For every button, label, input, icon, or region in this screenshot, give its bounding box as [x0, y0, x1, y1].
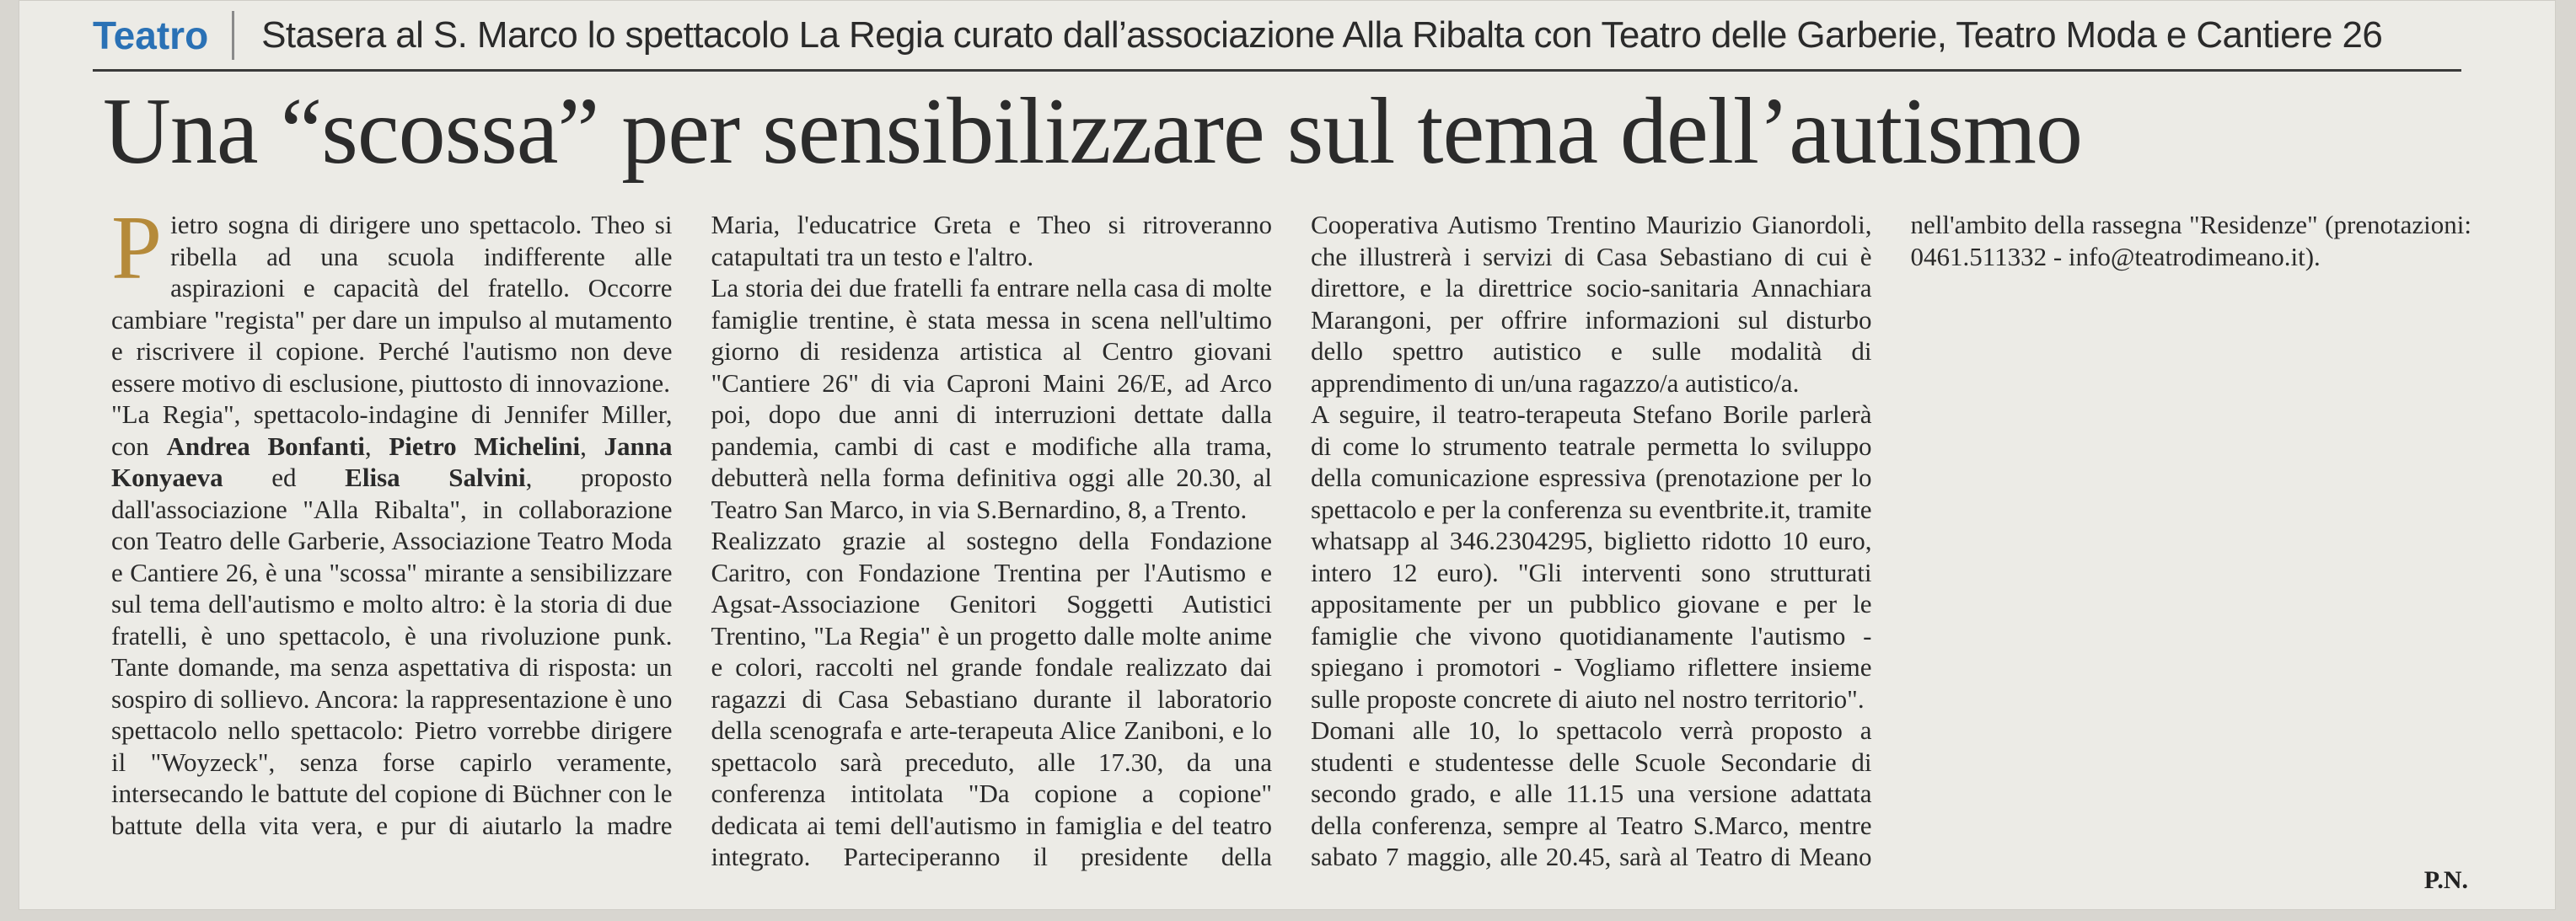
cast-name: Janna Konyaeva: [111, 431, 673, 492]
paragraph-4: Realizzato grazie al sostegno della Fondazione Caritro, con Fondazione Trentina per l'Autismo e Agsat-Associazione Genitori Soggetti Autistici Trentino, "La Regia" è un progetto dalle molte anime e colori, raccolti nel grande fondale realizzato dai ragazzi di Casa Sebastiano durante il laboratorio della scenografa e arte-terapeuta Alice Zaniboni, e lo spettacolo sarà preceduto, alle 17.30, da una conferenza intitolata "Da copione a copione" dedicata ai temi dell'autismo in famiglia e del teatro integrato. Parteciperanno il presidente della Cooperativa Autismo Trentino Maurizio Gianordoli, che illustrerà i servizi di Casa Sebastiano di cui è direttore, e la direttrice socio-sanitaria Annachiara Marangoni, per offrire informazioni sul disturbo dello spettro autistico e sulle modalità di apprendimento di un/una ragazzo/a autistico/a.: [711, 210, 1872, 871]
section-label: Teatro: [93, 11, 234, 60]
kicker-row: [93, 2, 2461, 69]
author-signature: P.N.: [2423, 866, 2468, 894]
paragraph-5: A seguire, il teatro-terapeuta Stefano Borile parlerà di come lo strumento teatrale permetta lo sviluppo della comunicazione espressiva (prenotazione per lo spettacolo e per la conferenza su eventbrite.it, tramite whatsapp al 346.2304295, biglietto ridotto 10 euro, intero 12 euro). "Gli interventi sono strutturati appositamente per un pubblico giovane e per le famiglie che vivono quotidianamente l'autismo - spiegano i promotori - Vogliamo riflettere insieme sulle proposte concrete di aiuto nel nostro territorio".: [1311, 399, 1872, 714]
cast-name: Andrea Bonfanti: [166, 431, 365, 461]
cast-name: Pietro Michelini: [389, 431, 581, 461]
paragraph-3: La storia dei due fratelli fa entrare nella casa di molte famiglie trentine, è stata messa in scena nell'ultimo giorno di residenza artistica al Centro giovani "Cantiere 26" di via Caproni Maini 26/E, ad Arco poi, dopo due anni di interruzioni dettate dalla pandemia, cambi di cast e modifiche alla trama, debutterà nella forma definitiva oggi alle 20.30, al Teatro San Marco, in via S.Bernardino, 8, a Trento.: [711, 273, 1272, 524]
cast-name: Elisa Salvini: [345, 463, 526, 492]
newspaper-clipping: [19, 0, 2556, 910]
paragraph-1: Pietro sogna di dirigere uno spettacolo. Theo si ribella ad una scuola indifferente alle aspirazioni e capacità del fratello. Occorre cambiare "regista" per dare un impulso al mutamento e riscrivere il copione. Perché l'autismo non deve essere motivo di esclusione, piuttosto di innovazione.: [111, 198, 673, 398]
drop-cap: P: [111, 198, 163, 298]
paragraph-6: Domani alle 10, lo spettacolo verrà proposto a studenti e studentesse delle Scuole Secondarie di secondo grado, e alle 11.15 una versione adattata della conferenza, sempre al Teatro S.Marco, mentre sabato 7 maggio, alle 20.45, sarà al Teatro di Meano nell'ambito della rassegna "Residenze" (prenotazioni: 0461.511332 - info@teatrodimeano.it).: [1311, 210, 2471, 871]
headline: Una “scossa” per sensibilizzare sul tema dell’autismo: [103, 79, 2082, 184]
kicker: Stasera al S. Marco lo spettacolo La Regia curato dall’associazione Alla Ribalta con Teatro delle Garberie, Teatro Moda e Cantiere 26: [261, 14, 2383, 56]
kicker-rule: [93, 69, 2461, 72]
article-body: [111, 198, 2471, 900]
paragraph-2: "La Regia", spettacolo-indagine di Jennifer Miller, con Andrea Bonfanti, Pietro Michelini, Janna Konyaeva ed Elisa Salvini, proposto dall'associazione "Alla Ribalta", in collaborazione con Teatro delle Garberie, Associazione Teatro Moda e Cantiere 26, è una "scossa" mirante a sensibilizzare sul tema dell'autismo e molto altro: è la storia di due fratelli, è uno spettacolo, è una rivoluzione punk. Tante domande, ma senza aspettativa di risposta: un sospiro di sollievo. Ancora: la rappresentazione è uno spettacolo nello spettacolo: Pietro vorrebbe dirigere il "Woyzeck", senza forse capirlo veramente, intersecando le battute del copione di Büchner con le battute della vita vera, e pur di aiutarlo la madre Maria, l'educatrice Greta e Theo si ritroveranno catapultati tra un testo e l'altro.: [111, 210, 1272, 840]
